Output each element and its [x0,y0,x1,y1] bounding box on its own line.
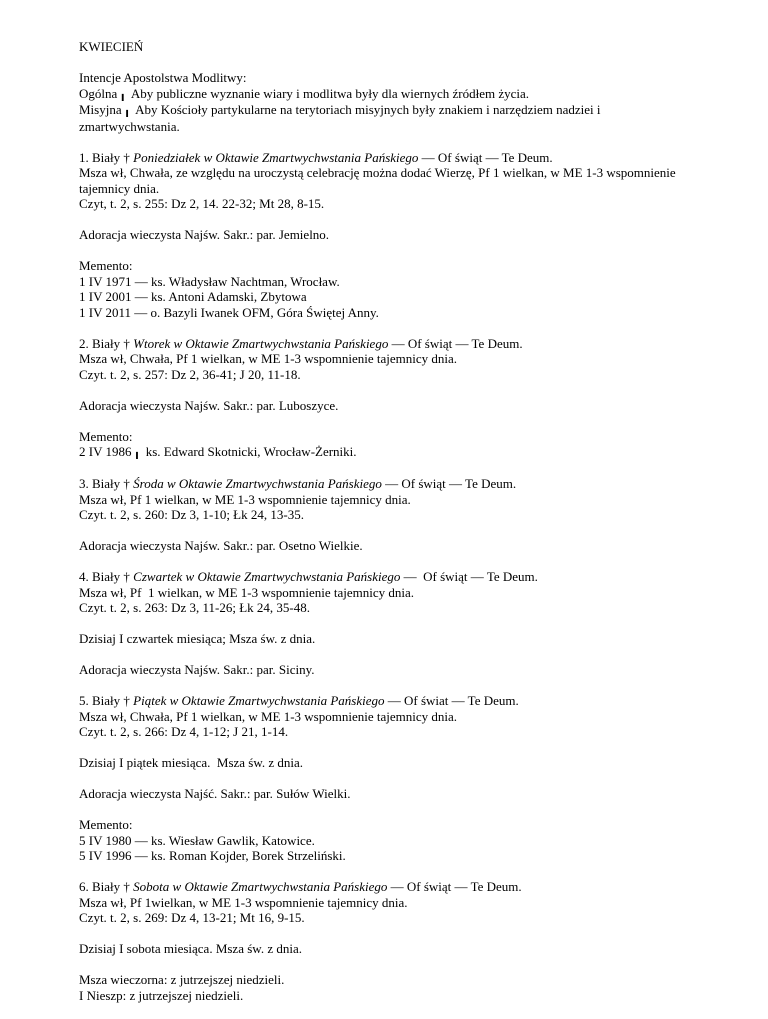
readings: Czyt. t. 2, s. 263: Dz 3, 11-26; Łk 24, 35-48. [79,600,310,615]
memento-block-2 [79,429,679,461]
day-heading: 1. Biały † Poniedziałek w Oktawie Zmartwychwstania Pańskiego — Of świąt — Te Deum. [79,149,553,165]
adoration-note: Adoracja wieczysta Najśw. Sakr.: par. Jemielno. [79,227,330,242]
readings: Czyt. t. 2, s. 257: Dz 2, 36-41; J 20, 11-18. [79,366,301,382]
day-heading: 6. Biały † Sobota w Oktawie Zmartwychwstania Pańskiego — Of świąt — Te Deum. [79,879,522,894]
day-entry-3 [79,476,679,523]
day-heading: 4. Biały † Czwartek w Oktawie Zmartwychwstania Pańskiego — Of świąt — Te Deum. [79,569,538,584]
day-entry-5 [79,693,679,740]
page-title: KWIECIEŃ [79,39,144,54]
mission-intention: Misyjna ╻ Aby Kościoły partykularne na terytoriach misyjnych były znakiem i narzędziem nadziei i zmartwychwstania. [79,102,601,134]
readings: Czyt. t. 2, s. 266: Dz 4, 1-12; J 21, 1-14. [79,724,289,739]
day-heading: 3. Biały † Środa w Oktawie Zmartwychwstania Pańskiego — Of świąt — Te Deum. [79,476,517,491]
mass-rubric: Msza wł, Chwała, ze względu na uroczystą celebrację można dodać Wierzę, Pf 1 wielkan, w ME 1-3 wspomnienie tajemnicy dnia. [79,165,676,196]
first-thursday-note: Dzisiaj I czwartek miesiąca; Msza św. z dnia. [79,631,316,646]
mass-rubric: Msza wł, Pf 1wielkan, w ME 1-3 wspomnienie tajemnicy dnia. [79,894,408,910]
broken-bar-icon: ╻ [133,445,141,459]
vespers-note: I Nieszp: z jutrzejszej niedzieli. [79,987,244,1003]
evening-notes [79,972,679,1003]
memento-entry: 1 IV 1971 — ks. Władysław Nachtman, Wrocław. [79,273,340,289]
general-intention: Ogólna ╻ Aby publiczne wyznanie wiary i modlitwa były dla wiernych źródłem życia. [79,85,530,101]
adoration-note: Adoracja wieczysta Najśw. Sakr.: par. Siciny. [79,662,315,677]
feast-name: Czwartek w Oktawie Zmartwychwstania Pańskiego [133,569,401,584]
document-page [79,39,679,1019]
mass-rubric: Msza wł, Pf 1 wielkan, w ME 1-3 wspomnienie tajemnicy dnia. [79,584,415,600]
day-heading: 2. Biały † Wtorek w Oktawie Zmartwychwstania Pańskiego — Of świąt — Te Deum. [79,335,523,351]
broken-bar-icon: ╻ [123,103,131,117]
memento-entry: 1 IV 2011 — o. Bazyli Iwanek OFM, Góra Świętej Anny. [79,304,379,320]
memento-label: Memento: [79,428,133,444]
memento-label: Memento: [79,258,133,273]
adoration-note: Adoracja wieczysta Najść. Sakr.: par. Sułów Wielki. [79,786,351,801]
mass-rubric: Msza wł, Chwała, Pf 1 wielkan, w ME 1-3 wspomnienie tajemnicy dnia. [79,351,458,366]
feast-name: Poniedziałek w Oktawie Zmartwychwstania Pańskiego [133,149,419,165]
feast-name: Sobota w Oktawie Zmartwychwstania Pańskiego [133,879,388,894]
broken-bar-icon: ╻ [119,86,127,101]
evening-mass-note: Msza wieczorna: z jutrzejszej niedzieli. [79,972,285,987]
day-entry-2 [79,336,679,383]
feast-name: Wtorek w Oktawie Zmartwychwstania Pańskiego [133,335,389,351]
memento-entry: 2 IV 1986 ╻ ks. Edward Skotnicki, Wrocław-Żerniki. [79,444,357,459]
feast-name: Piątek w Oktawie Zmartwychwstania Pańskiego [133,693,385,708]
prayer-intentions [79,70,679,134]
memento-label: Memento: [79,817,133,832]
day-entry-1 [79,150,679,212]
memento-entry: 1 IV 2001 — ks. Antoni Adamski, Zbytowa [79,289,307,304]
intentions-heading: Intencje Apostolstwa Modlitwy: [79,70,247,85]
day-entry-6 [79,879,679,926]
memento-block-1 [79,258,679,320]
mass-rubric: Msza wł, Pf 1 wielkan, w ME 1-3 wspomnienie tajemnicy dnia. [79,491,411,507]
readings: Czyt. t. 2, s. 260: Dz 3, 1-10; Łk 24, 13-35. [79,507,304,522]
day-heading: 5. Biały † Piątek w Oktawie Zmartwychwstania Pańskiego — Of świat — Te Deum. [79,693,519,708]
day-entry-4 [79,569,679,616]
first-saturday-note: Dzisiaj I sobota miesiąca. Msza św. z dnia. [79,941,302,956]
readings: Czyt. t. 2, s. 269: Dz 4, 13-21; Mt 16, 9-15. [79,910,305,925]
memento-entry: 5 IV 1996 — ks. Roman Kojder, Borek Strzeliński. [79,848,346,863]
memento-block-5 [79,817,679,864]
adoration-note: Adoracja wieczysta Najśw. Sakr.: par. Luboszyce. [79,397,339,413]
memento-entry: 5 IV 1980 — ks. Wiesław Gawlik, Katowice. [79,832,315,848]
first-friday-note: Dzisiaj I piątek miesiąca. Msza św. z dnia. [79,755,304,770]
adoration-note: Adoracja wieczysta Najśw. Sakr.: par. Osetno Wielkie. [79,538,363,553]
readings: Czyt, t. 2, s. 255: Dz 2, 14. 22-32; Mt 28, 8-15. [79,196,325,211]
mass-rubric: Msza wł, Chwała, Pf 1 wielkan, w ME 1-3 wspomnienie tajemnicy dnia. [79,708,458,724]
feast-name: Środa w Oktawie Zmartwychwstania Pańskiego [133,476,382,491]
